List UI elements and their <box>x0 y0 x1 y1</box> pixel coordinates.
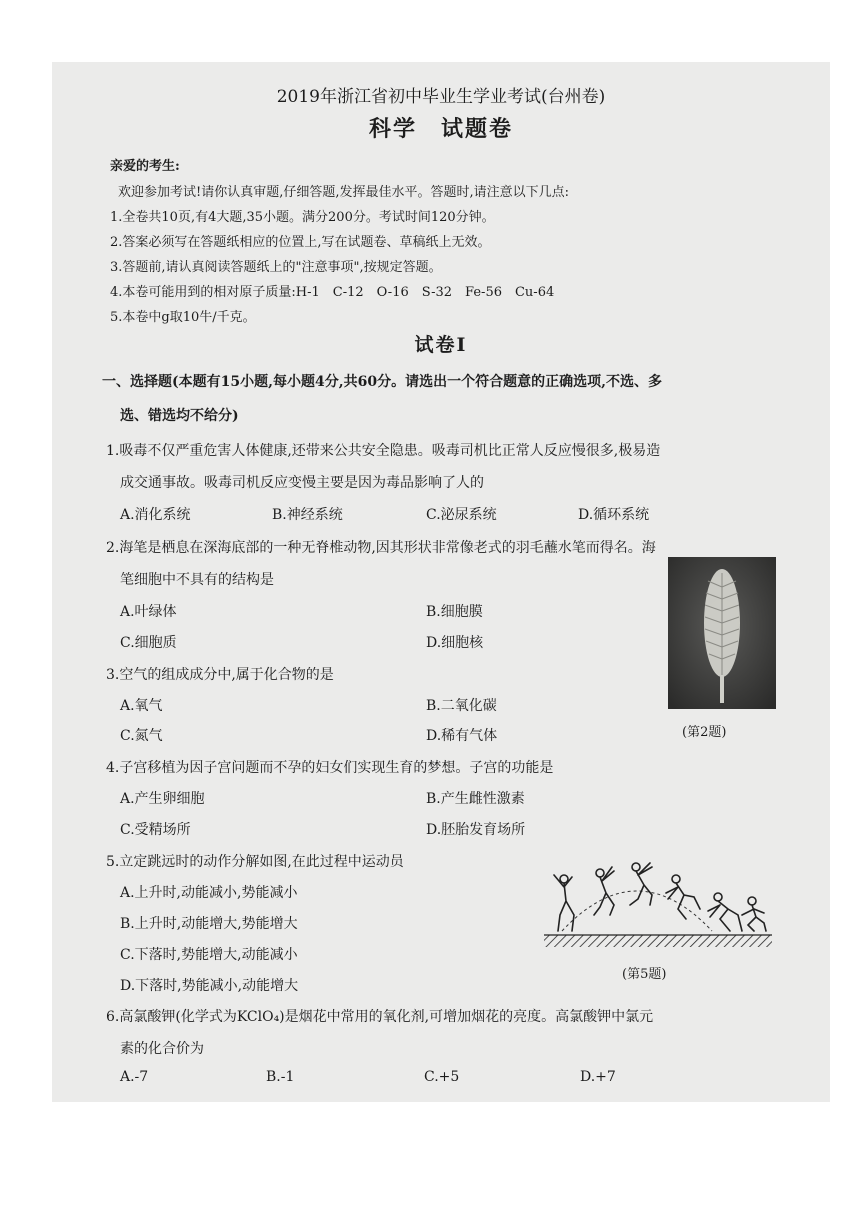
q2-option-a: A.叶绿体 <box>120 604 177 620</box>
question-4-text: 4.子宫移植为因子宫问题而不孕的妇女们实现生育的梦想。子宫的功能是 <box>106 760 554 776</box>
q3-option-c: C.氮气 <box>120 728 163 744</box>
q6-option-c: C.+5 <box>424 1069 460 1085</box>
q5-option-b: B.上升时,动能增大,势能增大 <box>120 916 298 932</box>
q2-option-d: D.细胞核 <box>426 635 484 651</box>
q1-option-a: A.消化系统 <box>120 507 191 523</box>
sea-pen-photo <box>668 557 776 709</box>
q2-option-b: B.细胞膜 <box>426 604 483 620</box>
q3-option-b: B.二氧化碳 <box>426 698 497 714</box>
notice-2: 2.答案必须写在答题纸相应的位置上,写在试题卷、草稿纸上无效。 <box>110 235 491 250</box>
question-1-text-cont: 成交通事故。吸毒司机反应变慢主要是因为毒品影响了人的 <box>120 475 484 491</box>
q6-option-b: B.-1 <box>266 1069 295 1085</box>
q4-option-c: C.受精场所 <box>120 822 191 838</box>
exam-title: 2019年浙江省初中毕业生学业考试(台州卷) <box>276 87 606 107</box>
question-6-text-cont: 素的化合价为 <box>120 1041 204 1057</box>
exam-paper <box>52 62 830 1102</box>
q6-option-a: A.-7 <box>120 1069 149 1085</box>
q5-option-a: A.上升时,动能减小,势能减小 <box>120 885 298 901</box>
notice-4: 4.本卷可能用到的相对原子质量:H-1 C-12 O-16 S-32 Fe-56 Cu-64 <box>110 285 555 300</box>
q6-option-d: D.+7 <box>580 1069 616 1085</box>
figure-5-caption: (第5题) <box>622 967 667 982</box>
q1-option-b: B.神经系统 <box>272 507 343 523</box>
q4-option-b: B.产生雌性激素 <box>426 791 525 807</box>
long-jump-illustration <box>542 857 777 957</box>
notice-1: 1.全卷共10页,有4大题,35小题。满分200分。考试时间120分钟。 <box>110 210 495 225</box>
question-2-text: 2.海笔是栖息在深海底部的一种无脊椎动物,因其形状非常像老式的羽毛蘸水笔而得名。海 <box>106 540 656 556</box>
q2-option-c: C.细胞质 <box>120 635 177 651</box>
section-instruction: 一、选择题(本题有15小题,每小题4分,共60分。请选出一个符合题意的正确选项,不选、多 <box>102 374 662 390</box>
notice-5: 5.本卷中g取10牛/千克。 <box>110 310 256 325</box>
question-1-text: 1.吸毒不仅严重危害人体健康,还带来公共安全隐患。吸毒司机比正常人反应慢很多,极易造 <box>106 443 661 459</box>
q5-option-c: C.下落时,势能增大,动能减小 <box>120 947 298 963</box>
long-jump-diagram <box>542 857 777 957</box>
q5-option-d: D.下落时,势能减小,动能增大 <box>120 978 299 994</box>
question-2-text-cont: 笔细胞中不具有的结构是 <box>120 572 274 588</box>
q1-option-c: C.泌尿系统 <box>426 507 497 523</box>
q3-option-a: A.氧气 <box>120 698 163 714</box>
section-title: 试卷Ⅰ <box>414 334 468 356</box>
greeting: 亲爱的考生: <box>110 159 180 174</box>
question-5-text: 5.立定跳远时的动作分解如图,在此过程中运动员 <box>106 854 404 870</box>
q3-option-d: D.稀有气体 <box>426 728 498 744</box>
question-3-text: 3.空气的组成成分中,属于化合物的是 <box>106 667 334 683</box>
exam-subtitle: 科学 试题卷 <box>368 116 513 142</box>
q4-option-a: A.产生卵细胞 <box>120 791 205 807</box>
q4-option-d: D.胚胎发育场所 <box>426 822 526 838</box>
question-6-text: 6.高氯酸钾(化学式为KClO₄)是烟花中常用的氧化剂,可增加烟花的亮度。高氯酸钾中氯元 <box>106 1009 654 1025</box>
notice-intro: 欢迎参加考试!请你认真审题,仔细答题,发挥最佳水平。答题时,请注意以下几点: <box>118 185 570 200</box>
sea-pen-illustration <box>668 557 776 709</box>
section-instruction-cont: 选、错选均不给分) <box>120 408 239 424</box>
q1-option-d: D.循环系统 <box>578 507 650 523</box>
figure-2-caption: (第2题) <box>682 725 727 740</box>
notice-3: 3.答题前,请认真阅读答题纸上的"注意事项",按规定答题。 <box>110 260 442 275</box>
